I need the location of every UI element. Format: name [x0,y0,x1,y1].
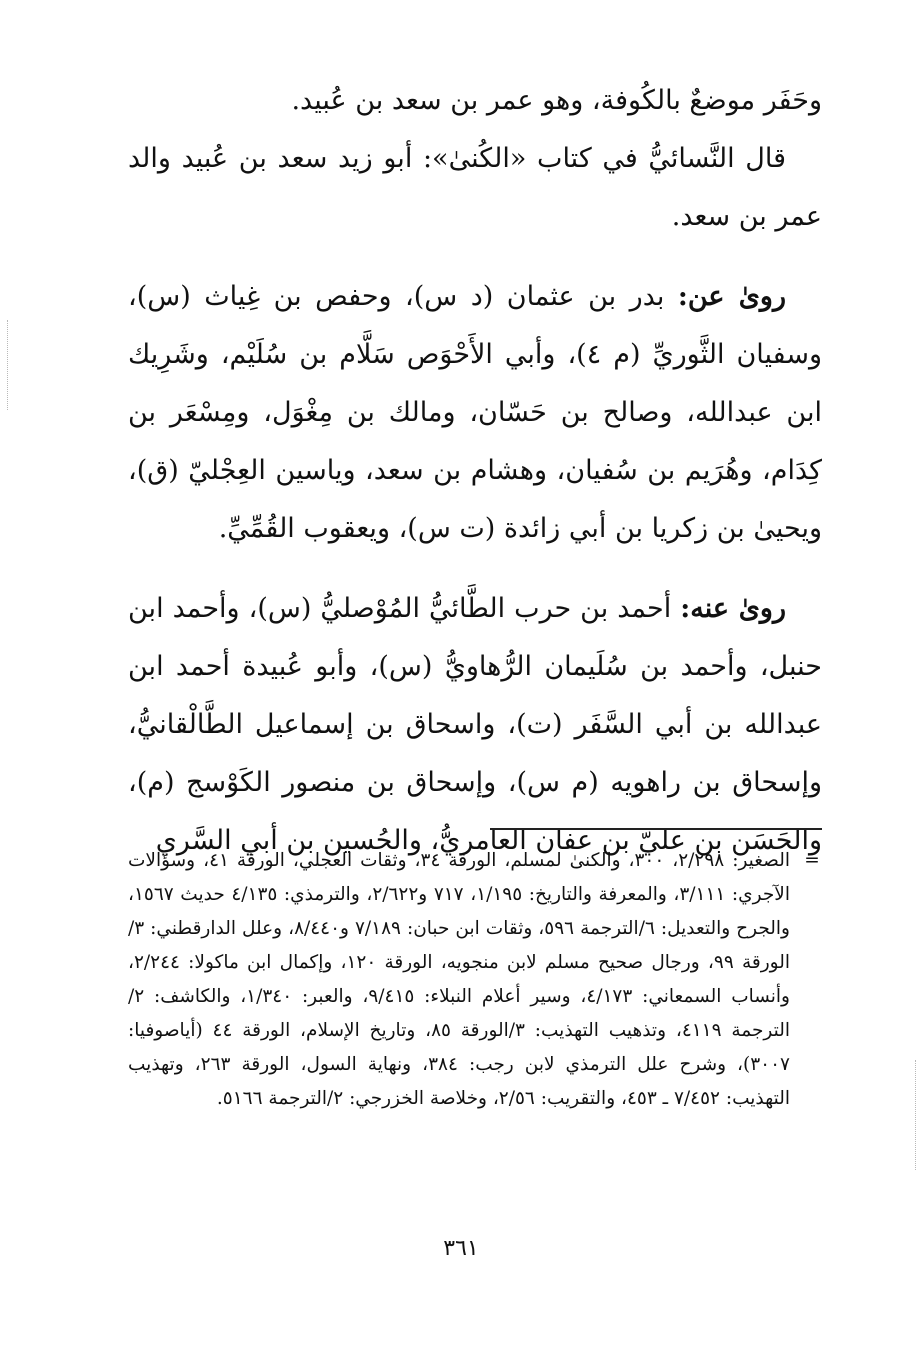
footnote-separator [490,828,822,830]
paragraph-hafar-text: وحَفَر موضعٌ بالكُوفة، وهو عمر بن سعد بن عُبيد. [291,85,822,116]
narrated-by-text: أحمد بن حرب الطَّائيُّ المُوْصليُّ (س)، وأحمد ابن حنبل، وأحمد بن سُلَيمان الرُّهاويُّ (س)، وأبو عُبيدة أحمد ابن عبدالله بن أبي السَّفَر (ت)، واسحاق بن إسماعيل الطَّالْقانيُّ، وإسحاق بن راهويه (م س)، وإسحاق بن منصور الكَوْسج (م)، والحَسَن بن عليّ بن عفان العامريُّ، والحُسين بن أبي السَّري [128,593,822,856]
footnote-paragraph [128,844,822,1116]
paragraph-narrated-by [128,580,822,870]
paragraph-nasai [128,130,822,246]
paragraph-hafar [128,72,822,130]
page-number: ٣٦١ [443,1236,479,1261]
footnote-text: الصغير: ٢/٢٩٨، ٣٠٠، والكنىٰ لمسلم، الورقة ٣٤، وثقات العجلي، الورقة ٤١، وسؤالات الآجري: ٣/١١١، والمعرفة والتاريخ: ١/١٩٥، ٧١٧ و٢/٦٢٢، والترمذي: ٤/١٣٥ حديث ١٥٦٧، والجرح والتعديل: ٦/الترجمة ٥٩٦، وثقات ابن حبان: ٧/١٨٩ و٨/٤٤٠، وعلل الدارقطني: ٣/الورقة ٩٩، ورجال صحيح مسلم لابن منجويه، الورقة ١٢٠، وإكمال ابن ماكولا: ٢/٢٤٤، وأنساب السمعاني: ٤/١٧٣، وسير أعلام النبلاء: ٩/٤١٥، والعبر: ١/٣٤٠، والكاشف: ٢/الترجمة ٤١١٩، وتذهيب التهذيب: ٣/الورقة ٨٥، وتاريخ الإسلام، الورقة ٤٤ (أياصوفيا: ٣٠٠٧)، وشرح علل الترمذي لابن رجب: ٣٨٤، ونهاية السول، الورقة ٢٦٣، وتهذيب التهذيب: ٧/٤٥٢ ـ ٤٥٣، والتقريب: ٢/٥٦، وخلاصة الخزرجي: ٢/الترجمة ٥١٦٦. [128,850,790,1109]
right-edge-mark [915,1060,916,1170]
left-edge-mark [7,320,8,410]
paragraph-narrated-from [128,268,822,558]
footnote [128,844,822,1116]
narrated-from-heading: روىٰ عن: [677,281,786,312]
main-text [128,72,822,870]
paragraph-nasai-text: قال النَّسائيُّ في كتاب «الكُنىٰ»: أبو زيد سعد بن عُبيد والد عمر بن سعد. [128,143,822,232]
narrated-by-heading: روىٰ عنه: [680,593,787,624]
narrated-from-text: بدر بن عثمان (د س)، وحفص بن غِياث (س)، وسفيان الثَّوريِّ (م ٤)، وأبي الأَحْوَص سَلَّام بن سُلَيْم، وشَرِيك ابن عبدالله، وصالح بن حَسّان، ومالك بن مِغْوَل، ومِسْعَر بن كِدَام، وهُرَيم بن سُفيان، وهشام بن سعد، وياسين العِجْليّ (ق)، ويحيىٰ بن زكريا بن أبي زائدة (ت س)، ويعقوب القُمِّيِّ. [128,281,822,544]
footnote-continuation-mark: = [804,850,820,871]
